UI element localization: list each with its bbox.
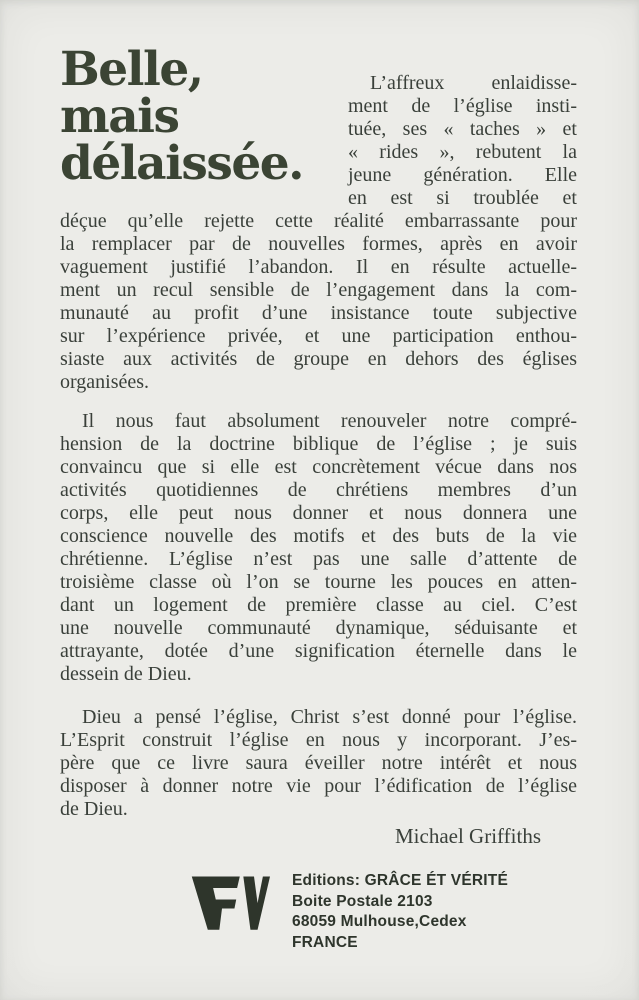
text-line: vaguement justifié l’abandon. Il en résulte actuelle- (60, 256, 577, 278)
text-line: « rides », rebutent la (348, 141, 577, 163)
text-line: troisième classe où l’on se tourne les pouces en atten- (60, 571, 577, 593)
text-line: délaissée. (60, 136, 304, 191)
text-line: ment de l’église insti- (348, 95, 577, 117)
text-line: organisées. (60, 371, 150, 393)
text-line: Belle, (60, 42, 203, 97)
text-line: sur l’expérience privée, et une participation enthou- (60, 325, 577, 347)
text-line: une nouvelle communauté dynamique, séduisante et (60, 617, 577, 639)
text-line: Editions: GRÂCE ÉT VÉRITÉ (292, 872, 508, 889)
paragraph-3 (60, 706, 577, 821)
text-line: chrétienne. L’église n’est pas une salle d’attente de (60, 548, 577, 570)
text-line: père que ce livre saura éveiller notre intérêt et nous (60, 752, 577, 774)
publisher-address (292, 871, 508, 953)
paragraph-2 (60, 410, 577, 686)
text-line: 68059 Mulhouse,Cedex (292, 913, 467, 930)
text-line: disposer à donner notre vie pour l’édification de l’église (60, 775, 577, 797)
author-name: Michael Griffiths (395, 824, 541, 848)
text-line: siaste aux activités de groupe en dehors des églises (60, 348, 577, 370)
text-line: déçue qu’elle rejette cette réalité embarrassante pour (60, 210, 577, 232)
text-line: corps, elle peut nous donner et nous donnera une (60, 502, 577, 524)
text-line: Dieu a pensé l’église, Christ s’est donné pour l’église. (82, 706, 577, 728)
text-line: de Dieu. (60, 798, 128, 820)
text-line: en est si troublée et (348, 187, 577, 209)
paragraph-1-continuation (60, 210, 577, 394)
text-line: convaincu que si elle est concrètement vécue dans nos (60, 456, 577, 478)
text-line: dessein de Dieu. (60, 663, 192, 685)
text-line: attrayante, dotée d’une signification éternelle dans le (60, 640, 577, 662)
text-line: mais (60, 89, 179, 144)
text-line: la remplacer par de nouvelles formes, après en avoir (60, 233, 577, 255)
text-line: FRANCE (292, 933, 358, 951)
text-line: ment un recul sensible de l’engagement dans la com- (60, 279, 577, 301)
text-line: tuée, ses « taches » et (348, 118, 577, 140)
text-line: conscience nouvelle des motifs et des buts de la vie (60, 525, 577, 547)
book-title (60, 42, 348, 210)
text-line: hension de la doctrine biblique de l’église ; je suis (60, 433, 577, 455)
text-line: dant un logement de première classe au ciel. C’est (60, 594, 577, 616)
text-line: jeune génération. Elle (348, 164, 577, 186)
text-line: activités quotidiennes de chrétiens membres d’un (60, 479, 577, 501)
text-line: L’affreux enlaidisse- (370, 72, 577, 94)
text-line: munauté au profit d’une insistance toute subjective (60, 302, 577, 324)
text-line: Boite Postale 2103 (292, 892, 433, 910)
text-line: Il nous faut absolument renouveler notre compré- (82, 410, 577, 432)
text-line: L’Esprit construit l’église en nous y incorporant. J’es- (60, 729, 577, 751)
paragraph-1-intro-column (348, 72, 577, 210)
publisher-block (190, 871, 577, 953)
title-section (60, 42, 577, 210)
gv-publisher-logo-icon (190, 871, 270, 937)
